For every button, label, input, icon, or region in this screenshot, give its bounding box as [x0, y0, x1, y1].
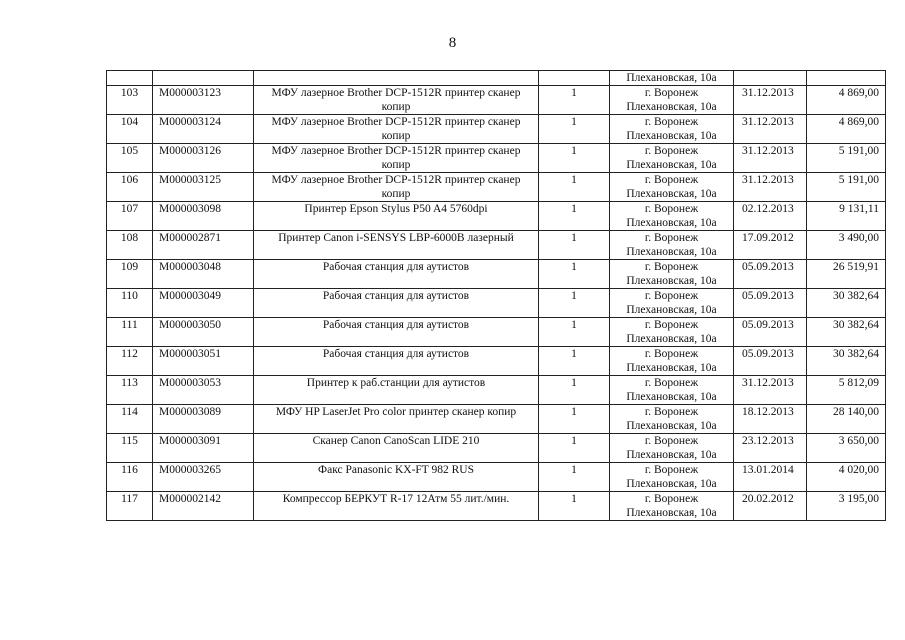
- cell-code: М000002871: [153, 231, 254, 260]
- cell-date: 31.12.2013: [734, 86, 807, 115]
- cell-amount: 5 191,00: [807, 173, 886, 202]
- location-street: Плехановская, 10а: [626, 304, 717, 316]
- cell-date: 31.12.2013: [734, 115, 807, 144]
- cell-code: М000003089: [153, 405, 254, 434]
- cell-amount: [807, 71, 886, 86]
- cell-date: 20.02.2012: [734, 492, 807, 521]
- cell-name: МФУ HP LaserJet Pro color принтер сканер копир: [254, 405, 539, 434]
- cell-date: 17.09.2012: [734, 231, 807, 260]
- location-city: г. Воронеж: [644, 203, 699, 215]
- cell-date: [734, 71, 807, 86]
- table-row: [107, 231, 886, 260]
- cell-location: [610, 115, 734, 144]
- location-street: Плехановская, 10а: [626, 420, 717, 432]
- cell-name: Принтер Epson Stylus P50 A4 5760dpi: [254, 202, 539, 231]
- cell-qty: 1: [539, 434, 610, 463]
- location-street: Плехановская, 10а: [626, 391, 717, 403]
- table-row: [107, 405, 886, 434]
- location-street: Плехановская, 10а: [626, 478, 717, 490]
- cell-name: Принтер к раб.станции для аутистов: [254, 376, 539, 405]
- cell-name: МФУ лазерное Brother DCP-1512R принтер сканер копир: [254, 144, 539, 173]
- cell-code: М000003125: [153, 173, 254, 202]
- location-street: Плехановская, 10а: [626, 246, 717, 258]
- cell-amount: 4 869,00: [807, 86, 886, 115]
- cell-num: [107, 71, 153, 86]
- cell-num: 104: [107, 115, 153, 144]
- cell-date: 05.09.2013: [734, 289, 807, 318]
- cell-num: 117: [107, 492, 153, 521]
- table-row: [107, 144, 886, 173]
- cell-name: [254, 71, 539, 86]
- location-city: г. Воронеж: [644, 435, 699, 447]
- cell-amount: 5 191,00: [807, 144, 886, 173]
- cell-amount: 30 382,64: [807, 347, 886, 376]
- cell-code: М000003048: [153, 260, 254, 289]
- location-city: г. Воронеж: [644, 290, 699, 302]
- table-row: [107, 347, 886, 376]
- cell-qty: 1: [539, 318, 610, 347]
- cell-num: 112: [107, 347, 153, 376]
- cell-code: М000002142: [153, 492, 254, 521]
- location-street: Плехановская, 10а: [626, 333, 717, 345]
- cell-location: [610, 86, 734, 115]
- cell-num: 115: [107, 434, 153, 463]
- cell-date: 18.12.2013: [734, 405, 807, 434]
- location-city: г. Воронеж: [644, 348, 699, 360]
- cell-name: МФУ лазерное Brother DCP-1512R принтер сканер копир: [254, 86, 539, 115]
- location-city: г. Воронеж: [644, 377, 699, 389]
- location-city: г. Воронеж: [644, 464, 699, 476]
- cell-location: [610, 347, 734, 376]
- cell-code: М000003049: [153, 289, 254, 318]
- cell-code: М000003051: [153, 347, 254, 376]
- cell-amount: 3 490,00: [807, 231, 886, 260]
- location-street: Плехановская, 10а: [626, 507, 717, 519]
- table-row: [107, 260, 886, 289]
- location-street: Плехановская, 10а: [626, 130, 717, 142]
- cell-qty: 1: [539, 405, 610, 434]
- cell-qty: [539, 71, 610, 86]
- table-row: [107, 376, 886, 405]
- cell-amount: 4 020,00: [807, 463, 886, 492]
- cell-date: 05.09.2013: [734, 318, 807, 347]
- cell-num: 109: [107, 260, 153, 289]
- location-city: г. Воронеж: [644, 116, 699, 128]
- cell-amount: 30 382,64: [807, 318, 886, 347]
- cell-qty: 1: [539, 144, 610, 173]
- cell-amount: 26 519,91: [807, 260, 886, 289]
- table-body: [107, 71, 886, 521]
- cell-location: [610, 492, 734, 521]
- location-street: Плехановская, 10а: [626, 275, 717, 287]
- location-city: г. Воронеж: [644, 261, 699, 273]
- location-street: Плехановская, 10а: [626, 72, 717, 84]
- cell-location: [610, 318, 734, 347]
- cell-qty: 1: [539, 492, 610, 521]
- location-city: г. Воронеж: [644, 174, 699, 186]
- cell-date: 23.12.2013: [734, 434, 807, 463]
- cell-code: [153, 71, 254, 86]
- cell-name: Рабочая станция для аутистов: [254, 289, 539, 318]
- location-city: г. Воронеж: [644, 406, 699, 418]
- location-street: Плехановская, 10а: [626, 217, 717, 229]
- cell-location: [610, 173, 734, 202]
- table-row: [107, 115, 886, 144]
- cell-num: 113: [107, 376, 153, 405]
- location-street: Плехановская, 10а: [626, 159, 717, 171]
- cell-amount: 9 131,11: [807, 202, 886, 231]
- cell-code: М000003098: [153, 202, 254, 231]
- location-city: г. Воронеж: [644, 232, 699, 244]
- cell-num: 103: [107, 86, 153, 115]
- cell-name: Компрессор БЕРКУТ R-17 12Атм 55 лит./мин.: [254, 492, 539, 521]
- cell-location: [610, 289, 734, 318]
- location-city: г. Воронеж: [644, 87, 699, 99]
- table-row: [107, 318, 886, 347]
- continuation-row: [107, 71, 886, 86]
- location-street: Плехановская, 10а: [626, 101, 717, 113]
- cell-location: [610, 376, 734, 405]
- cell-name: МФУ лазерное Brother DCP-1512R принтер сканер копир: [254, 173, 539, 202]
- cell-date: 13.01.2014: [734, 463, 807, 492]
- cell-location: [610, 434, 734, 463]
- cell-qty: 1: [539, 463, 610, 492]
- cell-num: 105: [107, 144, 153, 173]
- cell-amount: 5 812,09: [807, 376, 886, 405]
- cell-amount: 4 869,00: [807, 115, 886, 144]
- cell-name: Рабочая станция для аутистов: [254, 318, 539, 347]
- table-row: [107, 86, 886, 115]
- cell-qty: 1: [539, 115, 610, 144]
- cell-qty: 1: [539, 173, 610, 202]
- cell-qty: 1: [539, 289, 610, 318]
- cell-amount: 3 650,00: [807, 434, 886, 463]
- cell-num: 108: [107, 231, 153, 260]
- cell-num: 110: [107, 289, 153, 318]
- cell-amount: 30 382,64: [807, 289, 886, 318]
- cell-name: Принтер Canon i-SENSYS LBP-6000B лазерный: [254, 231, 539, 260]
- table-row: [107, 434, 886, 463]
- cell-code: М000003050: [153, 318, 254, 347]
- cell-location: [610, 144, 734, 173]
- cell-date: 05.09.2013: [734, 347, 807, 376]
- cell-location: [610, 260, 734, 289]
- cell-location: [610, 463, 734, 492]
- cell-name: Факс Panasonic KX-FT 982 RUS: [254, 463, 539, 492]
- cell-qty: 1: [539, 260, 610, 289]
- cell-qty: 1: [539, 376, 610, 405]
- cell-num: 106: [107, 173, 153, 202]
- location-street: Плехановская, 10а: [626, 362, 717, 374]
- cell-amount: 28 140,00: [807, 405, 886, 434]
- cell-num: 111: [107, 318, 153, 347]
- cell-date: 31.12.2013: [734, 173, 807, 202]
- location-street: Плехановская, 10а: [626, 188, 717, 200]
- table-row: [107, 202, 886, 231]
- cell-qty: 1: [539, 231, 610, 260]
- location-city: г. Воронеж: [644, 493, 699, 505]
- cell-code: М000003126: [153, 144, 254, 173]
- cell-num: 107: [107, 202, 153, 231]
- cell-location: [610, 405, 734, 434]
- cell-qty: 1: [539, 86, 610, 115]
- cell-date: 31.12.2013: [734, 376, 807, 405]
- cell-location: [610, 202, 734, 231]
- page-number: 8: [448, 35, 457, 51]
- cell-date: 31.12.2013: [734, 144, 807, 173]
- table-row: [107, 289, 886, 318]
- cell-location: [610, 71, 734, 86]
- cell-code: М000003265: [153, 463, 254, 492]
- location-city: г. Воронеж: [644, 145, 699, 157]
- cell-num: 114: [107, 405, 153, 434]
- cell-code: М000003123: [153, 86, 254, 115]
- cell-code: М000003053: [153, 376, 254, 405]
- cell-code: М000003124: [153, 115, 254, 144]
- cell-name: МФУ лазерное Brother DCP-1512R принтер сканер копир: [254, 115, 539, 144]
- cell-qty: 1: [539, 347, 610, 376]
- table-row: [107, 173, 886, 202]
- cell-code: М000003091: [153, 434, 254, 463]
- cell-amount: 3 195,00: [807, 492, 886, 521]
- cell-date: 02.12.2013: [734, 202, 807, 231]
- cell-date: 05.09.2013: [734, 260, 807, 289]
- location-city: г. Воронеж: [644, 319, 699, 331]
- location-street: Плехановская, 10а: [626, 449, 717, 461]
- cell-qty: 1: [539, 202, 610, 231]
- inventory-table: [106, 70, 886, 521]
- cell-num: 116: [107, 463, 153, 492]
- cell-location: [610, 231, 734, 260]
- cell-name: Рабочая станция для аутистов: [254, 347, 539, 376]
- cell-name: Рабочая станция для аутистов: [254, 260, 539, 289]
- cell-name: Сканер Canon CanoScan LIDE 210: [254, 434, 539, 463]
- table-row: [107, 492, 886, 521]
- table-row: [107, 463, 886, 492]
